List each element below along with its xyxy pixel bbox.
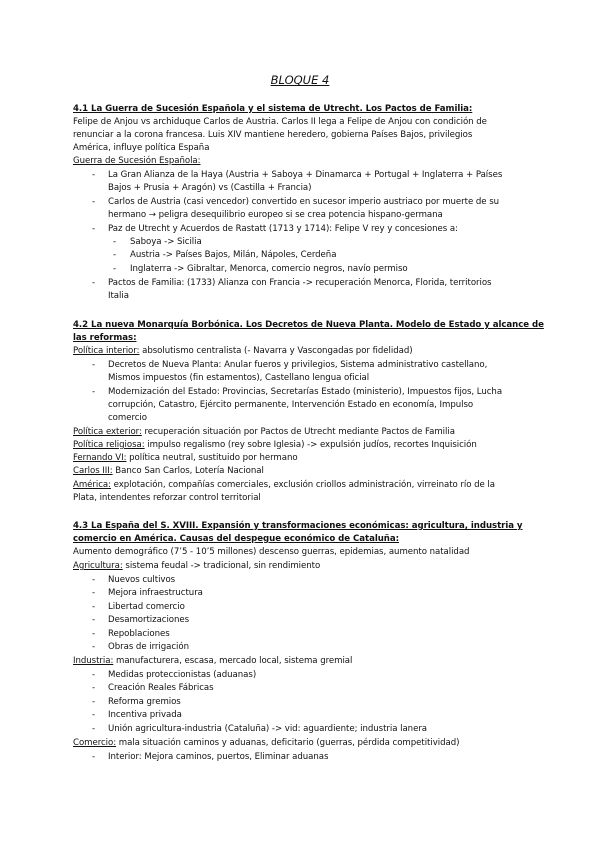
list-item: Obras de irrigación — [108, 642, 189, 652]
bullet-dash: - — [92, 602, 96, 612]
list-item: Nuevos cultivos — [108, 575, 176, 585]
bullet-dash: - — [92, 642, 96, 652]
bullet-dash: - — [92, 697, 96, 707]
bullet-dash: - — [92, 752, 96, 762]
label-politica-exterior: Política exterior: — [73, 427, 142, 437]
bullet-dash: - — [92, 629, 96, 639]
list-item: Repoblaciones — [108, 629, 170, 639]
list-item: Mejora infraestructura — [108, 588, 203, 598]
list-item: Libertad comercio — [108, 602, 185, 612]
paragraph-line: Aumento demográfico (7’5 - 10’5 millones) descenso guerras, epidemias, aumento natalidad — [73, 547, 470, 557]
text-politica-religiosa: impulso regalismo (rey sobre Iglesia) -> expulsión judíos, recortes Inquisición — [144, 440, 477, 450]
bullet-dash: - — [92, 360, 96, 370]
bullet-dash: - — [92, 670, 96, 680]
label-industria: Industria: — [73, 656, 114, 666]
list-item: Carlos de Austria (casi vencedor) convertido en sucesor imperio austriaco por muerte de su — [108, 197, 500, 207]
text-agricultura: sistema feudal -> tradicional, sin rendimiento — [122, 561, 321, 571]
label-politica-religiosa: Política religiosa: — [73, 440, 145, 450]
section-heading-4-2-cont: las reformas: — [73, 333, 137, 343]
bullet-dash: - — [92, 197, 96, 207]
list-item-continuation: comercio — [108, 413, 147, 423]
text-industria: manufacturera, escasa, mercado local, sistema gremial — [113, 656, 353, 666]
paragraph-line — [73, 737, 533, 750]
list-item: Medidas proteccionistas (aduanas) — [108, 670, 257, 680]
bullet-dash: - — [113, 250, 117, 260]
list-item: Creación Reales Fábricas — [108, 683, 214, 693]
bullet-dash: - — [92, 683, 96, 693]
list-item: Interior: Mejora caminos, puertos, Eliminar aduanas — [108, 752, 329, 762]
bullet-dash: - — [92, 575, 96, 585]
page-title: BLOQUE 4 — [270, 73, 330, 87]
paragraph-line — [73, 560, 533, 573]
text-politica-exterior: recuperación situación por Pactos de Utrecht mediante Pactos de Familia — [141, 427, 455, 437]
list-item: Paz de Utrecht y Acuerdos de Rastatt (1713 y 1714): Felipe V rey y concesiones a: — [108, 224, 458, 234]
paragraph-line: renunciar a la corona francesa. Luis XIV mantiene heredero, gobierna Países Bajos, privilegios — [73, 130, 473, 140]
section-heading-4-3-cont: comercio en América. Causas del despegue económico de Cataluña: — [73, 534, 399, 544]
text-politica-interior: absolutismo centralista (- Navarra y Vascongadas por fidelidad) — [139, 346, 413, 356]
paragraph-line — [73, 465, 533, 478]
text-carlos-iii: Banco San Carlos, Lotería Nacional — [112, 466, 264, 476]
bullet-dash: - — [92, 710, 96, 720]
section-heading-4-2: 4.2 La nueva Monarquía Borbónica. Los Decretos de Nueva Planta. Modelo de Estado y alcance de — [73, 320, 544, 330]
paragraph-line — [73, 426, 533, 439]
list-item: Reforma gremios — [108, 697, 181, 707]
paragraph-line — [73, 479, 533, 492]
bullet-dash: - — [92, 224, 96, 234]
bullet-dash: - — [92, 724, 96, 734]
section-heading-4-1: 4.1 La Guerra de Sucesión Española y el sistema de Utrecht. Los Pactos de Familia: — [73, 104, 473, 114]
list-item: Modernización del Estado: Provincias, Secretarías Estado (ministerio), Impuestos fijos, Lucha — [108, 387, 503, 397]
bullet-dash: - — [92, 387, 96, 397]
bullet-dash: - — [92, 170, 96, 180]
list-item-continuation: corrupción, Catastro, Ejército permanente, Intervención Estado en economía, Impulso — [108, 400, 474, 410]
text-america: explotación, compañías comerciales, exclusión criollos administración, virreinato río de la — [110, 480, 495, 490]
label-america: América: — [73, 480, 111, 490]
list-item-continuation: Mismos impuestos (fin estamentos), Castellano lengua oficial — [108, 373, 370, 383]
paragraph-line — [73, 439, 533, 452]
paragraph-line — [73, 452, 533, 465]
list-item-continuation: Bajos + Prusia + Aragón) vs (Castilla + Francia) — [108, 183, 312, 193]
list-item: Unión agricultura-industria (Cataluña) -> vid: aguardiente; industria lanera — [108, 724, 428, 734]
label-politica-interior: Política interior: — [73, 346, 140, 356]
paragraph-line — [73, 655, 533, 668]
bullet-dash: - — [113, 237, 117, 247]
bullet-dash: - — [92, 588, 96, 598]
label-comercio: Comercio: — [73, 738, 117, 748]
bullet-dash: - — [92, 615, 96, 625]
list-item-continuation: Italia — [108, 291, 129, 301]
list-item: Incentiva privada — [108, 710, 182, 720]
sub-list-item: Austria -> Países Bajos, Milán, Nápoles, Cerdeña — [130, 250, 337, 260]
bullet-dash: - — [113, 264, 117, 274]
subheading-guerra-sucesion: Guerra de Sucesión Española: — [73, 156, 201, 166]
text-fernando-vi: política neutral, sustituido por hermano — [126, 453, 298, 463]
section-heading-4-3: 4.3 La España del S. XVIII. Expansión y transformaciones económicas: agricultura, industria y — [73, 521, 523, 531]
text-comercio: mala situación caminos y aduanas, deficitario (guerras, pérdida competitividad) — [116, 738, 460, 748]
list-item: La Gran Alianza de la Haya (Austria + Saboya + Dinamarca + Portugal + Inglaterra + Países — [108, 170, 503, 180]
sub-list-item: Saboya -> Sicilia — [130, 237, 202, 247]
list-item: Decretos de Nueva Planta: Anular fueros y privilegios, Sistema administrativo castellano, — [108, 360, 488, 370]
list-item: Pactos de Familia: (1733) Alianza con Francia -> recuperación Menorca, Florida, territorios — [108, 278, 492, 288]
paragraph-line: América, influye política España — [73, 143, 210, 153]
label-fernando-vi: Fernando VI: — [73, 453, 127, 463]
list-item: Desamortizaciones — [108, 615, 190, 625]
sub-list-item: Inglaterra -> Gibraltar, Menorca, comercio negros, navío permiso — [130, 264, 408, 274]
list-item-continuation: hermano → peligra desequilibrio europeo si se crea potencia hispano-germana — [108, 210, 443, 220]
paragraph-line: Plata, intendentes reforzar control territorial — [73, 493, 261, 503]
label-carlos-iii: Carlos III: — [73, 466, 113, 476]
paragraph-line — [73, 345, 533, 358]
bullet-dash: - — [92, 278, 96, 288]
label-agricultura: Agricultura: — [73, 561, 123, 571]
paragraph-line: Felipe de Anjou vs archiduque Carlos de Austria. Carlos II lega a Felipe de Anjou con condición de — [73, 117, 487, 127]
